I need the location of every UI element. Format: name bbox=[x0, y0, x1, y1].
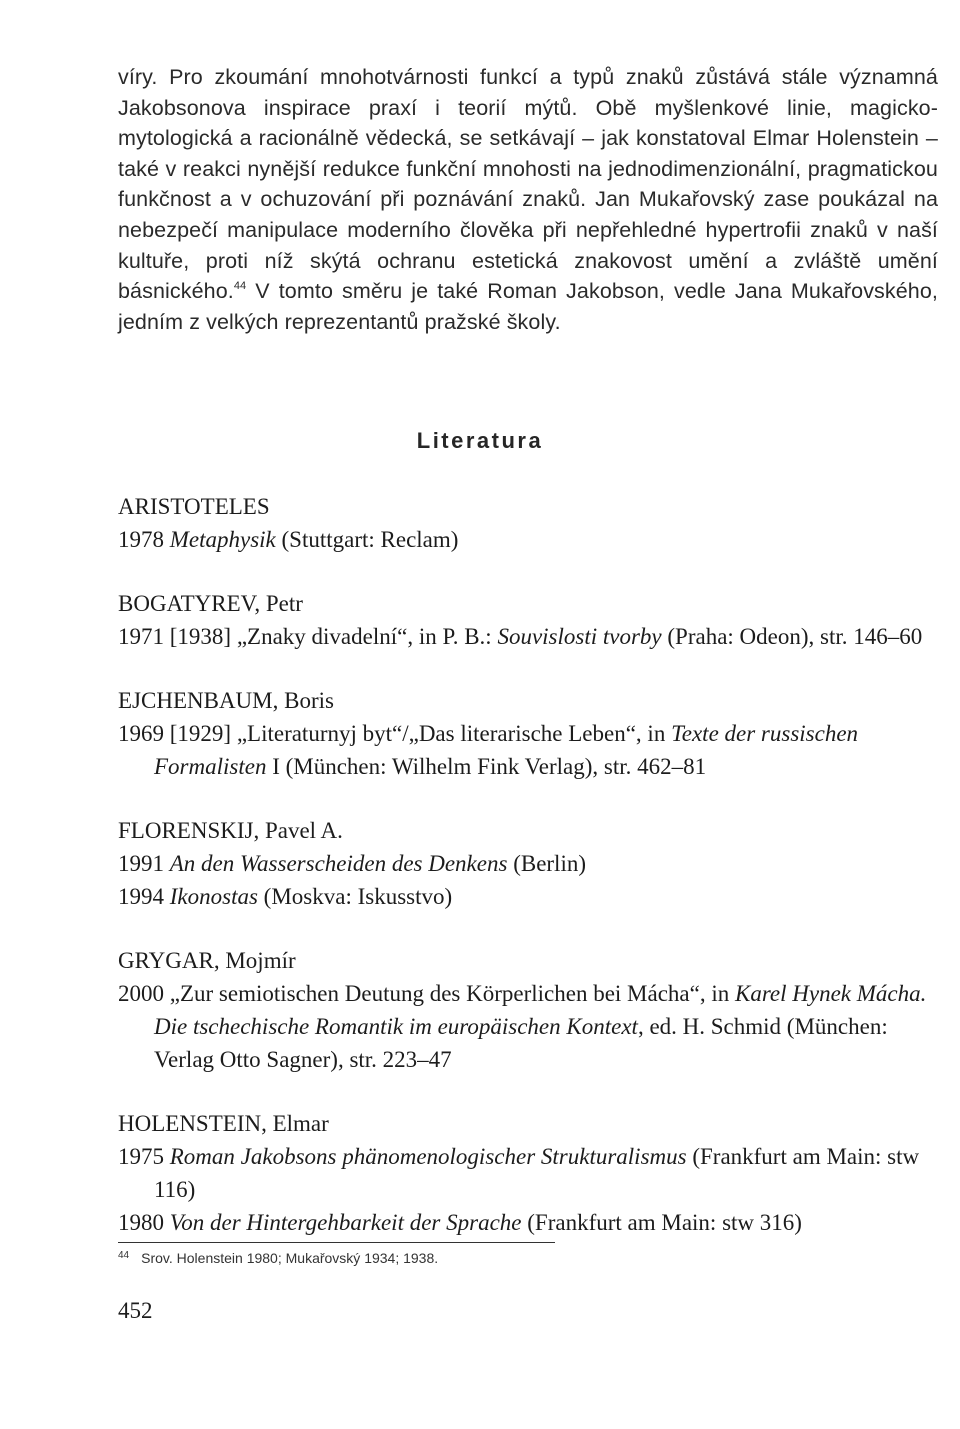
bibliography-work bbox=[118, 620, 938, 653]
footnote-divider bbox=[118, 1242, 555, 1243]
body-paragraph bbox=[118, 62, 938, 337]
work-year: 1980 bbox=[118, 1210, 164, 1235]
paragraph-text-before-note: víry. Pro zkoumání mnohotvárnosti funkcí a typů znaků zůstává stále významná Jakobsonova inspirace praxí i teorií mýtů. Obě myšlenkové linie, magicko-mytologická a racionálně vědecká, se setkávají – jak konstatoval Elmar Holenstein – také v reakci nynější redukce funkční mnohosti na jednodimenzionální, pragmatickou funkčnost a v ochuzování při poznávání znaků. Jan Mukařovský zase poukázal na nebezpečí manipulace moderního člověka při nepřehledné hypertrofii znaků v naší kultuře, proti níž skýtá ochranu estetická znakovost umění a zvláště umění básnického. bbox=[118, 65, 938, 304]
bibliography-author: EJCHENBAUM, Boris bbox=[118, 688, 334, 713]
bibliography-list bbox=[118, 490, 938, 1270]
bibliography-work bbox=[118, 880, 938, 913]
section-heading: Literatura bbox=[416, 428, 544, 453]
bibliography-author: HOLENSTEIN, Elmar bbox=[118, 1111, 329, 1136]
work-publication: I (München: Wilhelm Fink Verlag), str. 462–81 bbox=[266, 754, 707, 779]
work-publication: (Stuttgart: Reclam) bbox=[275, 527, 459, 552]
work-year: 1975 bbox=[118, 1144, 164, 1169]
work-publication: (Praha: Odeon), str. 146–60 bbox=[661, 624, 923, 649]
work-title: Metaphysik bbox=[169, 527, 276, 552]
work-title: Texte der russischen Formalisten bbox=[154, 721, 859, 779]
work-publication: (Frankfurt am Main: stw 316) bbox=[521, 1210, 802, 1235]
work-citation-prefix: [1938] „Znaky divadelní“, in P. B.: bbox=[164, 624, 498, 649]
bibliography-author: BOGATYREV, Petr bbox=[118, 591, 303, 616]
work-publication: (Moskva: Iskusstvo) bbox=[257, 884, 453, 909]
footnote-reference: 44 bbox=[233, 280, 247, 293]
bibliography-entry bbox=[118, 684, 938, 783]
work-publication: (Frankfurt am Main: stw 116) bbox=[154, 1144, 920, 1202]
work-citation-prefix: [1929] „Literaturnyj byt“/„Das literarische Leben“, in bbox=[164, 721, 672, 746]
bibliography-author: GRYGAR, Mojmír bbox=[118, 948, 296, 973]
work-publication: (Berlin) bbox=[507, 851, 586, 876]
work-year: 1969 bbox=[118, 721, 164, 746]
footnote bbox=[118, 1250, 918, 1266]
bibliography-entry bbox=[118, 814, 938, 913]
bibliography-work bbox=[118, 1140, 938, 1206]
bibliography-work bbox=[118, 523, 938, 556]
work-title: An den Wasserscheiden des Denkens bbox=[169, 851, 508, 876]
work-year: 1994 bbox=[118, 884, 164, 909]
paragraph-text bbox=[118, 62, 938, 337]
work-year: 1978 bbox=[118, 527, 164, 552]
bibliography-work bbox=[118, 847, 938, 880]
work-title: Von der Hintergehbarkeit der Sprache bbox=[169, 1210, 522, 1235]
bibliography-entry bbox=[118, 490, 938, 556]
work-year: 1991 bbox=[118, 851, 164, 876]
page-number: 452 bbox=[118, 1298, 153, 1323]
work-publication: , ed. H. Schmid (München: Verlag Otto Sagner), str. 223–47 bbox=[154, 1014, 888, 1072]
bibliography-work bbox=[118, 717, 938, 783]
bibliography-entry bbox=[118, 944, 938, 1076]
bibliography-entry bbox=[118, 587, 938, 653]
paragraph-text-after-note: V tomto směru je také Roman Jakobson, vedle Jana Mukařovského, jedním z velkých reprezentantů pražské školy. bbox=[118, 279, 938, 334]
bibliography-author: FLORENSKIJ, Pavel A. bbox=[118, 818, 343, 843]
work-year: 2000 bbox=[118, 981, 164, 1006]
bibliography-work bbox=[118, 1206, 938, 1239]
footnote-mark: 44 bbox=[118, 1250, 130, 1261]
bibliography-entry bbox=[118, 1107, 938, 1239]
work-title: Ikonostas bbox=[169, 884, 258, 909]
bibliography-author: ARISTOTELES bbox=[118, 494, 270, 519]
footnote-text: Srov. Holenstein 1980; Mukařovský 1934; 1938. bbox=[141, 1250, 439, 1266]
work-title: Souvislosti tvorby bbox=[497, 624, 662, 649]
bibliography-work bbox=[118, 977, 938, 1076]
work-title: Karel Hynek Mácha. Die tschechische Romantik im europäischen Kontext bbox=[154, 981, 927, 1039]
work-year: 1971 bbox=[118, 624, 164, 649]
work-citation-prefix: „Zur semiotischen Deutung des Körperlichen bei Mácha“, in bbox=[164, 981, 735, 1006]
work-title: Roman Jakobsons phänomenologischer Strukturalismus bbox=[169, 1144, 687, 1169]
